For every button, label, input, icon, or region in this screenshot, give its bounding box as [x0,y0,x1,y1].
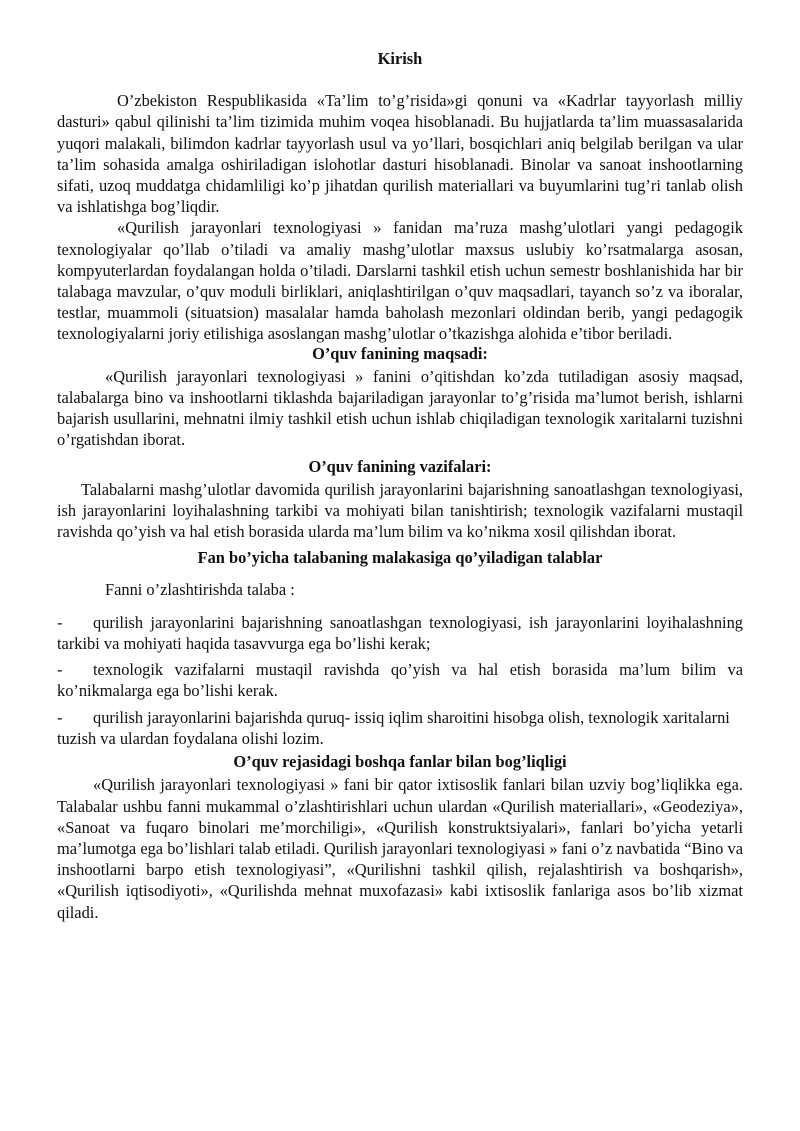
requirement-text: texnologik vazifalarni mustaqil ravishda qo’yish va hal etish borasida ma’lum bilim va ko’nikmalarga ega bo’lishi kerak. [57,660,743,701]
links-paragraph: «Qurilish jarayonlari texnologiyasi » fani bir qator ixtisoslik fanlari bilan uzviy bog’liqlikka ega. Talabalar ushbu fanni mukammal o’zlashtirishlari uchun ulardan «Qurilish materiallari», «Geodeziya», «Sanoat va fuqaro binolari me’morchiligi», «Qurilish konstruktsiyalari», fanlari bo’yicha yetarli ma’lumotga ega bo’lishlari talab etiladi. Qurilish jarayonlari texnologiyasi » fani o’z navbatida “Bino va inshootlarni barpo etish texnologiyasi”, «Qurilishni tashkil qilish, rejalashtirish va boshqarish», «Qurilish iqtisodiyoti», «Qurilishda mehnat muxofazasi» kabi ixtisoslik fanlariga asos bo’lib xizmat qiladi. [57,775,743,922]
requirements-heading: Fan bo’yicha talabaning malakasiga qo’yiladigan talablar [197,548,603,568]
list-dash: - [57,707,63,727]
page-title: Kirish [377,49,423,68]
list-dash: - [57,660,63,680]
requirement-item-3 [57,707,743,749]
requirement-text: qurilish jarayonlarini bajarishning sanoatlashgan texnologiyasi, ish jarayonlarini loyihalashning tarkibi va mohiyati haqida tasavvurga ega bo’lishi kerak; [57,612,743,654]
intro-paragraph-1: O’zbekiston Respublikasida «Ta’lim to’g’risida»gi qonuni va «Kadrlar tayyorlash milliy dasturi» qabul qilinishi ta’lim tizimida muhim voqea hisoblanadi. Bu hujjatlarda ta’lim muassasalarida yuqori malakali, bilimdon kadrlar tayyorlash usul va yo’llari, bosqichlari aniq belgilab berilgan va ular ta’lim sohasida amalga oshiriladigan islohotlar dasturi hisoblanadi. Binolar va sanoat inshootlarning sifati, uzoq muddatga chidamliligi ko’p jihatdan qurilish materiallari va buyumlarini tug’ri tanlab olish va ishlatishga bog’liqdir. [57,91,743,217]
document-page [57,48,743,923]
requirements-list [57,612,743,749]
intro-paragraph-2: «Qurilish jarayonlari texnologiyasi » fanidan ma’ruza mashg’ulotlari yangi pedagogik texnologiyalar qo’llab o’tiladi va amaliy mashg’ulotlar maxsus uslubiy ko’rsatmalarga asosan, kompyuterlardan foydalangan holda o’tiladi. Darslarni tashkil etish uchun semestr boshlanishida har bir talabaga mavzular, o’quv moduli birliklari, aniqlashtirilgan o’quv maqsadlari, tayanch so’z va iboralar, testlar, muammoli (situatsion) masalalar hamda baholash mezonlari oldindan berib, yangi pedagogik texnologiyalarni joriy etilishiga asoslangan mashg’ulotlar o’tkazishga alohida e’tibor beriladi. [57,218,743,344]
tasks-heading: O’quv fanining vazifalari: [308,456,492,476]
goal-paragraph: «Qurilish jarayonlari texnologiyasi » fanini o’qitishdan ko’zda tutiladigan asosiy maqsad, talabalarga bino va inshootlarni tiklashda bajariladigan jarayonlar to’g’risida ma’lumot berish, ishlarni bajarish usullarini, mehnatni ilmiy tashkil etish uchun ishlab chiqiladigan texnologik xaritalarni tuzishni o’rgatishdan iborat. [57,366,743,450]
requirement-text: qurilish jarayonlarini bajarishda quruq- issiq iqlim sharoitini hisobga olish, texnologik xaritalarni tuzish va ulardan foydalana olishi lozim. [57,707,730,748]
list-dash: - [57,612,63,632]
goal-heading: O’quv fanining maqsadi: [312,343,488,363]
requirements-intro: Fanni o’zlashtirishda talaba : [105,579,295,599]
tasks-paragraph: Talabalarni mashg’ulotlar davomida qurilish jarayonlarini bajarishning sanoatlashgan texnologiyasi, ish jarayonlarini loyihalashning tarkibi va mohiyati bilan tanishtirish; texnologik vazifalarni mustaqil ravishda qo’yish va hal etish borasida ularda ma’lum bilim va ko’nikma xosil qilishdan iborat. [57,479,743,542]
requirement-item-2 [57,659,743,701]
links-heading: O’quv rejasidagi boshqa fanlar bilan bog’liqligi [233,752,567,772]
requirement-item-1 [57,612,743,654]
